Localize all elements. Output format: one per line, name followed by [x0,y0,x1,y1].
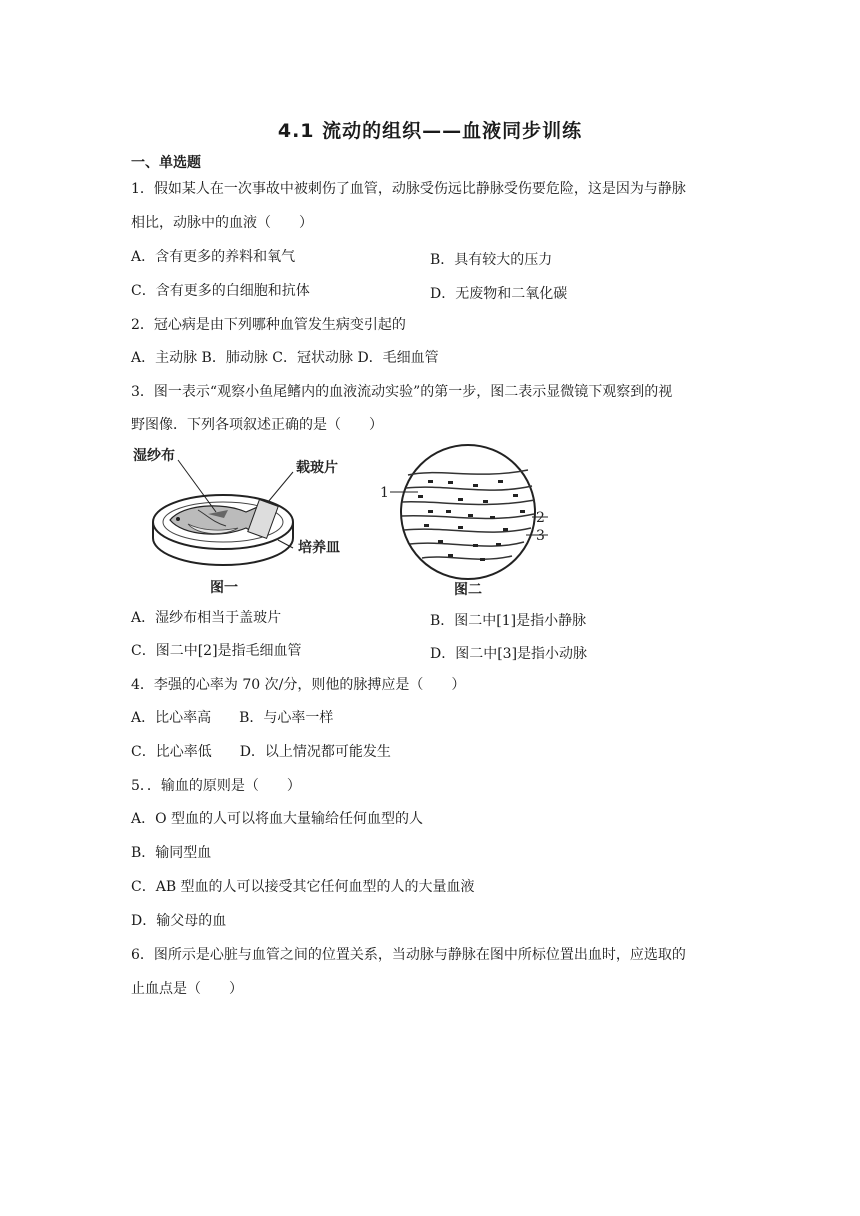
caption-figure2: 图二 [454,582,482,598]
q3-option-a: A．湿纱布相当于盖玻片 [131,610,282,626]
q5-option-d: D．输父母的血 [131,913,227,929]
q1-option-b: B．具有较大的压力 [430,252,553,268]
label-petri-dish: 培养皿 [298,540,340,556]
label-wet-gauze: 湿纱布 [133,448,175,464]
q4-stem: 4．李强的心率为 70 次/分，则他的脉搏应是（ ） [131,677,466,693]
q1-option-c: C．含有更多的白细胞和抗体 [131,283,310,299]
q2-stem: 2．冠心病是由下列哪种血管发生病变引起的 [131,317,406,333]
q5-option-a: A．O 型血的人可以将血大量输给任何血型的人 [131,811,424,827]
section-heading: 一、单选题 [131,155,201,171]
label-vessel-1: 1 [380,485,389,501]
label-vessel-2: 2 [536,510,545,526]
q1-stem-line2: 相比，动脉中的血液（ ） [131,215,313,231]
q4-options-ab: A．比心率高 B．与心率一样 [131,710,334,726]
q6-stem-line2: 止血点是（ ） [131,981,243,997]
q3-option-d: D．图二中[3]是指小动脉 [430,646,588,662]
label-vessel-3: 3 [536,528,545,544]
q2-options: A．主动脉 B．肺动脉 C．冠状动脉 D．毛细血管 [131,350,439,366]
q3-option-c: C．图二中[2]是指毛细血管 [131,643,302,659]
q1-stem-line1: 1．假如某人在一次事故中被刺伤了血管，动脉受伤远比静脉受伤要危险，这是因为与静脉 [131,181,686,197]
label-glass-slide: 载玻片 [296,460,338,476]
q3-stem-line1: 3．图一表示“观察小鱼尾鳍内的血液流动实验”的第一步，图二表示显微镜下观察到的视 [131,384,673,400]
q3-figure-svg [128,440,548,600]
q4-options-cd: C．比心率低 D．以上情况都可能发生 [131,744,391,760]
q6-stem-line1: 6．图所示是心脏与血管之间的位置关系，当动脉与静脉在图中所标位置出血时，应选取的 [131,947,686,963]
page-title: 4.1 流动的组织——血液同步训练 [277,120,583,142]
caption-figure1: 图一 [210,580,238,596]
q3-stem-line2: 野图像．下列各项叙述正确的是（ ） [131,417,383,433]
q3-option-b: B．图二中[1]是指小静脉 [430,613,587,629]
q5-option-c: C．AB 型血的人可以接受其它任何血型的人的大量血液 [131,879,475,895]
q1-option-a: A．含有更多的养料和氧气 [131,249,296,265]
q1-option-d: D．无废物和二氧化碳 [430,286,568,302]
q5-option-b: B．输同型血 [131,845,212,861]
figure2-microscope-field [390,445,548,579]
q3-figure [128,440,548,600]
q5-stem: 5．．输血的原则是（ ） [131,778,301,794]
pointer-slide [268,472,293,502]
